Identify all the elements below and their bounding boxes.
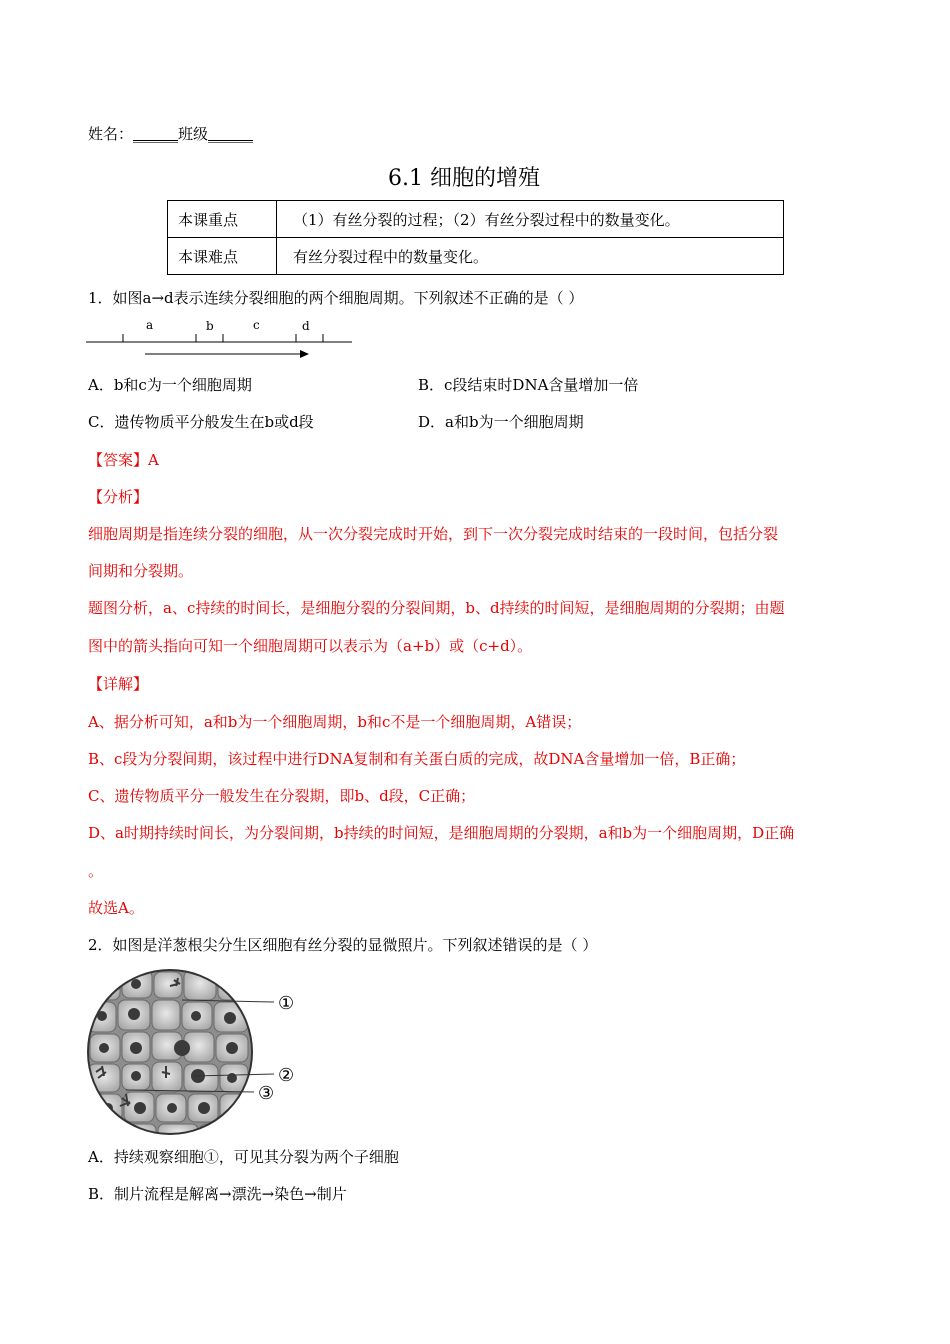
q2-option-a[interactable]: A．持续观察细胞①，可见其分裂为两个子细胞 [88,1148,399,1166]
micrograph-diagram [86,968,306,1140]
label-marker-2: ② [278,1065,295,1086]
q1-option-a[interactable]: A．b和c为一个细胞周期 [88,376,252,394]
q1-option-d[interactable]: D．a和b为一个细胞周期 [418,413,584,431]
answer-value: A [148,451,159,469]
analysis-line: 题图分析，a、c持续的时间长，是细胞分裂的分裂间期，b、d持续的时间短，是细胞周期的分裂期；由题 [88,599,785,617]
answer-tag: 【答案】 [88,451,149,469]
segment-label-b: b [206,319,214,333]
detail-line: B、c段为分裂间期，该过程中进行DNA复制和有关蛋白质的完成，故DNA含量增加一倍，B正确； [88,750,746,768]
q2-option-b[interactable]: B．制片流程是解离→漂洗→染色→制片 [88,1185,347,1203]
answer-line [88,449,159,470]
name-label: 姓名： [88,125,134,143]
analysis-tag: 【分析】 [88,488,149,506]
student-info-line [88,123,253,144]
class-blank[interactable]: ______ [208,125,254,143]
analysis-line: 间期和分裂期。 [88,562,194,580]
analysis-line: 图中的箭头指向可知一个细胞周期可以表示为（a+b）或（c+d）。 [88,637,533,655]
table-row [168,238,784,275]
cell-cycle-diagram [86,314,358,362]
detail-line: 。 [88,862,104,880]
detail-line: 故选A。 [88,899,144,917]
label-marker-3: ③ [258,1083,275,1104]
table-value-cell: （1）有丝分裂的过程；（2）有丝分裂过程中的数量变化。 [277,201,784,238]
detail-tag: 【详解】 [88,675,149,693]
arrow-head-icon [300,350,309,358]
detail-line: C、遗传物质平分一般发生在分裂期，即b、d段，C正确； [88,787,476,805]
segment-label-c: c [253,318,260,332]
detail-line: D、a时期持续时间长，为分裂间期，b持续的时间短，是细胞周期的分裂期，a和b为一个细胞周期，D正确 [88,824,795,842]
name-blank[interactable]: ______ [133,125,179,143]
page-title: 6.1 细胞的增殖 [388,166,540,191]
q1-stem: 1．如图a→d表示连续分裂细胞的两个细胞周期。下列叙述不正确的是（ ） [88,289,584,307]
class-label: 班级 [178,125,209,143]
table-row [168,201,784,238]
segment-label-d: d [302,319,310,333]
q1-option-c[interactable]: C．遗传物质平分般发生在b或d段 [88,413,314,431]
analysis-line: 细胞周期是指连续分裂的细胞，从一次分裂完成时开始，到下一次分裂完成时结束的一段时间，包括分裂 [88,525,779,543]
q2-stem: 2．如图是洋葱根尖分生区细胞有丝分裂的显微照片。下列叙述错误的是（ ） [88,936,598,954]
table-value-cell: 有丝分裂过程中的数量变化。 [277,238,784,275]
label-marker-1: ① [278,993,295,1014]
segment-label-a: a [146,318,154,332]
detail-line: A、据分析可知，a和b为一个细胞周期，b和c不是一个细胞周期，A错误； [88,713,582,731]
lesson-info-table [167,200,784,275]
table-key-cell: 本课难点 [168,238,277,275]
q1-option-b[interactable]: B．c段结束时DNA含量增加一倍 [418,376,639,394]
table-key-cell: 本课重点 [168,201,277,238]
